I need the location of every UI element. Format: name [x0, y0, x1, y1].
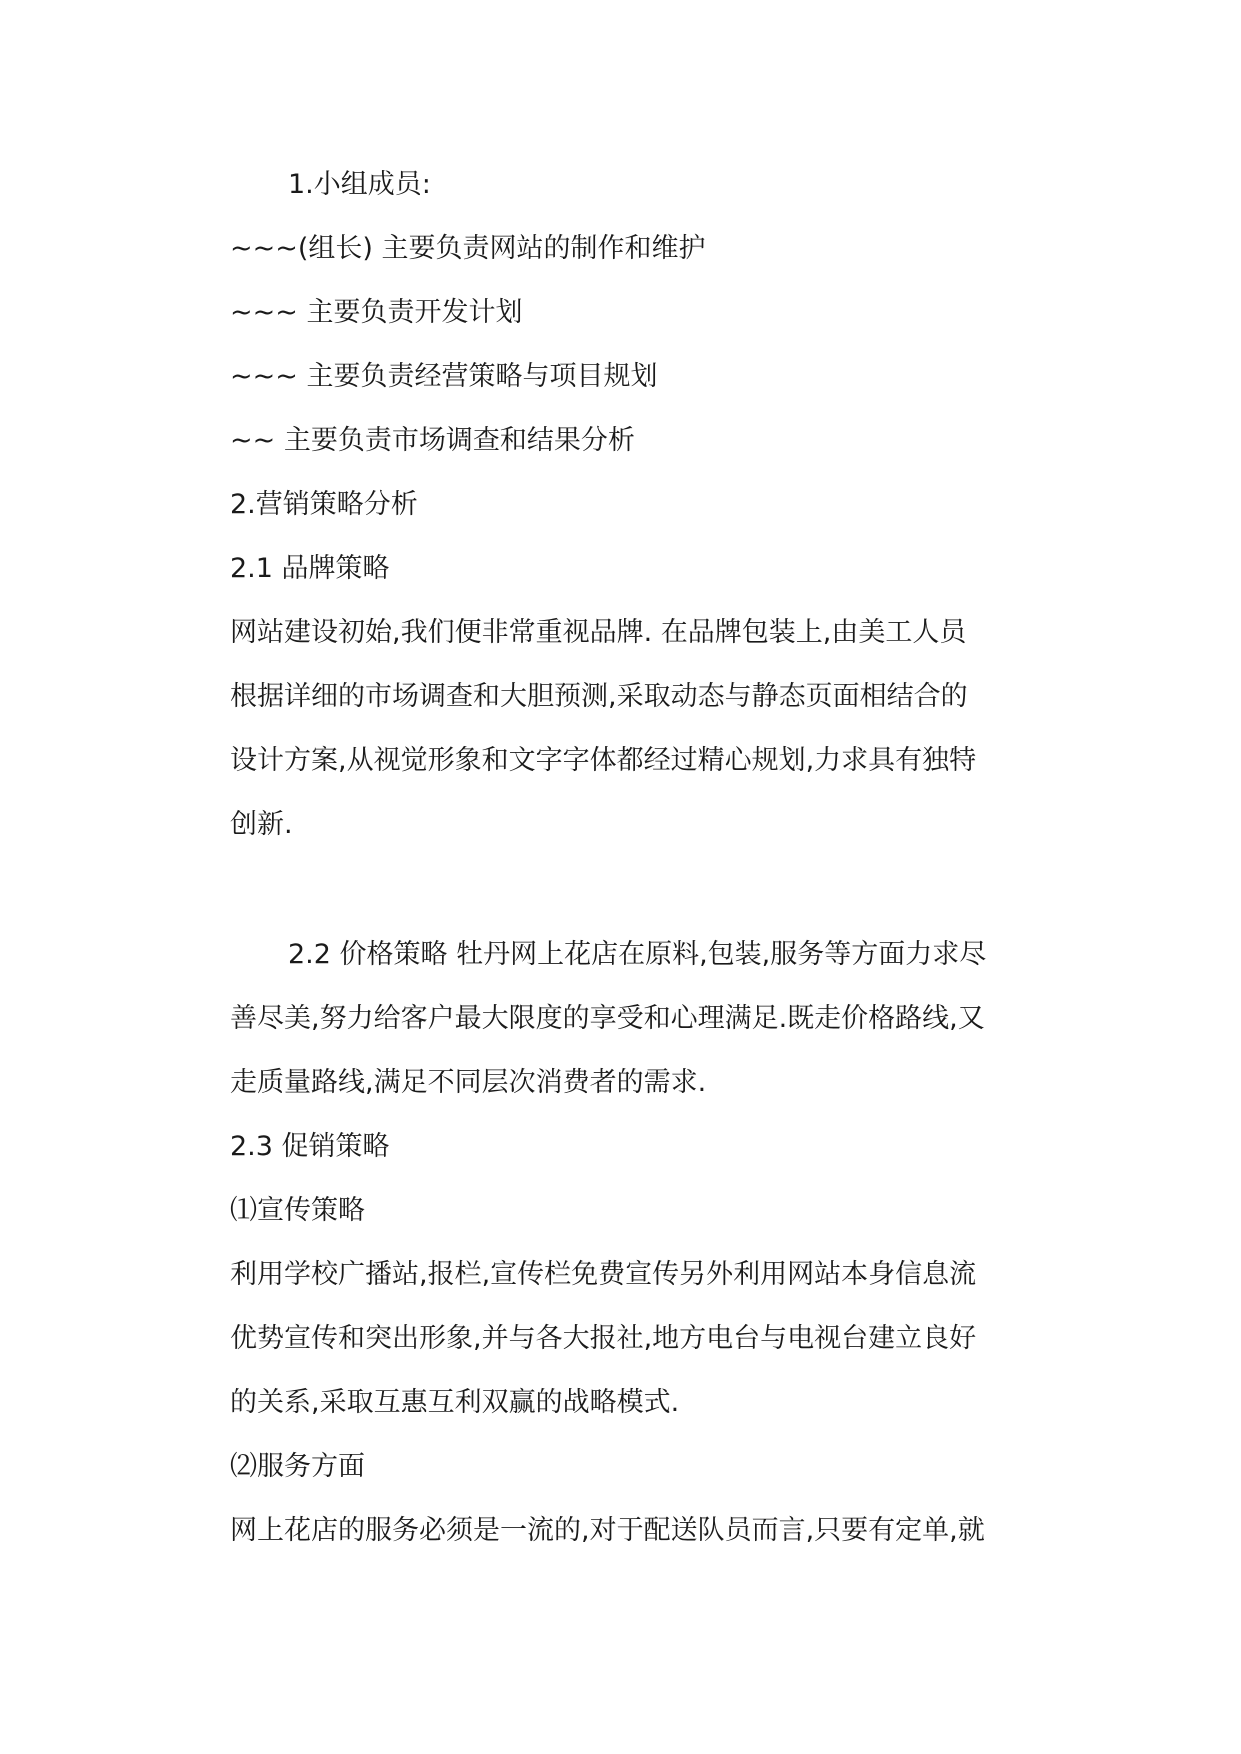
promotion-heading: 2.3 促销策略 — [230, 1131, 390, 1162]
brand-paragraph-line: 创新. — [230, 809, 293, 840]
member-line: ~~~ 主要负责开发计划 — [230, 297, 523, 328]
service-paragraph-line: 网上花店的服务必须是一流的,对于配送队员而言,只要有定单,就 — [230, 1515, 985, 1546]
publicity-paragraph-line: 的关系,采取互惠互利双赢的战略模式. — [230, 1387, 680, 1418]
price-paragraph-line: 2.2 价格策略 牡丹网上花店在原料,包装,服务等方面力求尽 — [288, 939, 987, 970]
brand-paragraph-line: 设计方案,从视觉形象和文字字体都经过精心规划,力求具有独特 — [230, 745, 977, 776]
publicity-paragraph-line: 利用学校广播站,报栏,宣传栏免费宣传另外利用网站本身信息流 — [230, 1259, 977, 1290]
price-paragraph-line: 善尽美,努力给客户最大限度的享受和心理满足.既走价格路线,又 — [230, 1003, 985, 1034]
members-heading: 1.小组成员: — [288, 169, 431, 200]
brand-heading: 2.1 品牌策略 — [230, 553, 390, 584]
member-line: ~~~ 主要负责经营策略与项目规划 — [230, 361, 658, 392]
brand-paragraph-line: 根据详细的市场调查和大胆预测,采取动态与静态页面相结合的 — [230, 681, 968, 712]
brand-paragraph-line: 网站建设初始,我们便非常重视品牌. 在品牌包装上,由美工人员 — [230, 617, 967, 648]
member-line: ~~~(组长) 主要负责网站的制作和维护 — [230, 233, 706, 264]
price-paragraph-line: 走质量路线,满足不同层次消费者的需求. — [230, 1067, 707, 1098]
member-line: ~~ 主要负责市场调查和结果分析 — [230, 425, 635, 456]
section2-heading: 2.营销策略分析 — [230, 489, 418, 520]
service-heading: ⑵服务方面 — [230, 1451, 365, 1482]
publicity-heading: ⑴宣传策略 — [230, 1195, 365, 1226]
publicity-paragraph-line: 优势宣传和突出形象,并与各大报社,地方电台与电视台建立良好 — [230, 1323, 977, 1354]
